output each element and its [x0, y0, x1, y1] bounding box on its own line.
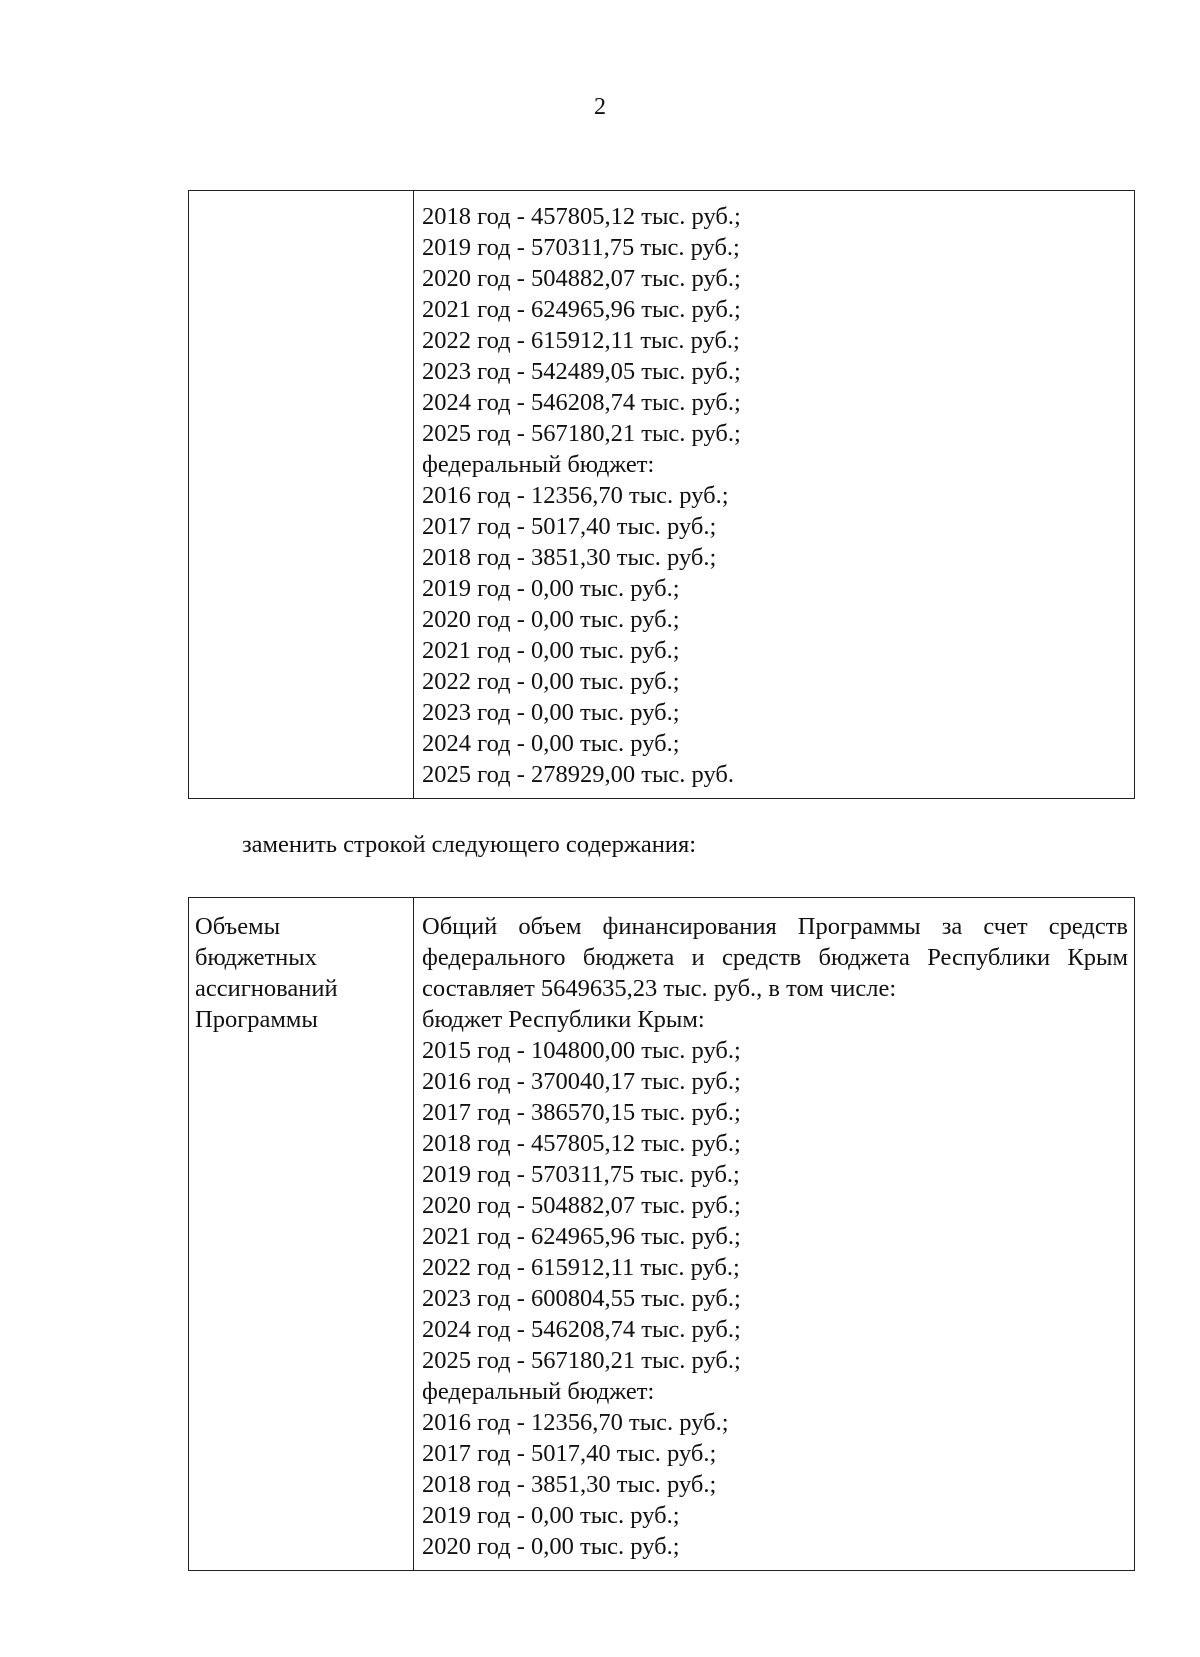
replacement-instruction: заменить строкой следующего содержания:: [242, 831, 697, 858]
funding-line: 2024 год - 0,00 тыс. руб.;: [422, 730, 680, 757]
funding-lines-cell: [414, 898, 1135, 1571]
funding-line: 2015 год - 104800,00 тыс. руб.;: [422, 1037, 741, 1064]
funding-line: 2017 год - 5017,40 тыс. руб.;: [422, 1440, 717, 1467]
funding-line: 2020 год - 504882,07 тыс. руб.;: [422, 265, 741, 292]
funding-line: 2021 год - 624965,96 тыс. руб.;: [422, 296, 741, 323]
funding-line: 2016 год - 12356,70 тыс. руб.;: [422, 1409, 729, 1436]
funding-line: 2019 год - 0,00 тыс. руб.;: [422, 1502, 680, 1529]
funding-line: 2018 год - 3851,30 тыс. руб.;: [422, 544, 717, 571]
funding-line: 2021 год - 624965,96 тыс. руб.;: [422, 1223, 741, 1250]
funding-line: 2018 год - 457805,12 тыс. руб.;: [422, 1130, 741, 1157]
funding-table-new: [188, 897, 1135, 1571]
row-label-line: ассигнований: [195, 975, 338, 1002]
funding-line: 2022 год - 0,00 тыс. руб.;: [422, 668, 680, 695]
funding-line: 2017 год - 386570,15 тыс. руб.;: [422, 1099, 741, 1126]
funding-line: 2016 год - 12356,70 тыс. руб.;: [422, 482, 729, 509]
row-label-line: Объемы: [195, 913, 281, 940]
left-cell-empty: [189, 191, 414, 799]
funding-line: 2017 год - 5017,40 тыс. руб.;: [422, 513, 717, 540]
funding-line: 2025 год - 567180,21 тыс. руб.;: [422, 1347, 741, 1374]
funding-line: 2025 год - 278929,00 тыс. руб.: [422, 761, 734, 788]
funding-line: 2019 год - 0,00 тыс. руб.;: [422, 575, 680, 602]
funding-line: 2022 год - 615912,11 тыс. руб.;: [422, 1254, 740, 1281]
row-label-cell: [189, 898, 414, 1571]
funding-line: 2018 год - 457805,12 тыс. руб.;: [422, 203, 741, 230]
funding-line: 2020 год - 0,00 тыс. руб.;: [422, 606, 680, 633]
section-heading: бюджет Республики Крым:: [422, 1006, 705, 1033]
section-heading: федеральный бюджет:: [422, 451, 655, 478]
funding-line: 2023 год - 600804,55 тыс. руб.;: [422, 1285, 741, 1312]
funding-line: 2020 год - 504882,07 тыс. руб.;: [422, 1192, 741, 1219]
funding-line: 2025 год - 567180,21 тыс. руб.;: [422, 420, 741, 447]
page-number: 2: [594, 94, 606, 120]
funding-line: 2019 год - 570311,75 тыс. руб.;: [422, 234, 740, 261]
funding-lines-cell: [414, 191, 1135, 799]
funding-line: 2019 год - 570311,75 тыс. руб.;: [422, 1161, 740, 1188]
funding-line: 2018 год - 3851,30 тыс. руб.;: [422, 1471, 717, 1498]
funding-line: 2022 год - 615912,11 тыс. руб.;: [422, 327, 740, 354]
funding-table-previous: [188, 190, 1135, 799]
funding-line: 2023 год - 542489,05 тыс. руб.;: [422, 358, 741, 385]
funding-line: 2024 год - 546208,74 тыс. руб.;: [422, 1316, 741, 1343]
table-row: [189, 191, 1135, 799]
row-label-line: бюджетных: [195, 944, 317, 971]
funding-line: 2024 год - 546208,74 тыс. руб.;: [422, 389, 741, 416]
section-heading: федеральный бюджет:: [422, 1378, 655, 1405]
funding-line: 2020 год - 0,00 тыс. руб.;: [422, 1533, 680, 1560]
funding-line: 2021 год - 0,00 тыс. руб.;: [422, 637, 680, 664]
funding-summary: Общий объем финансирования Программы за счет средств федерального бюджета и средств бюджета Республики Крым составляет 5649635,23 тыс. руб., в том числе:: [422, 913, 1128, 1002]
funding-line: 2023 год - 0,00 тыс. руб.;: [422, 699, 680, 726]
funding-line: 2016 год - 370040,17 тыс. руб.;: [422, 1068, 741, 1095]
table-row: [189, 898, 1135, 1571]
row-label-line: Программы: [195, 1006, 318, 1033]
